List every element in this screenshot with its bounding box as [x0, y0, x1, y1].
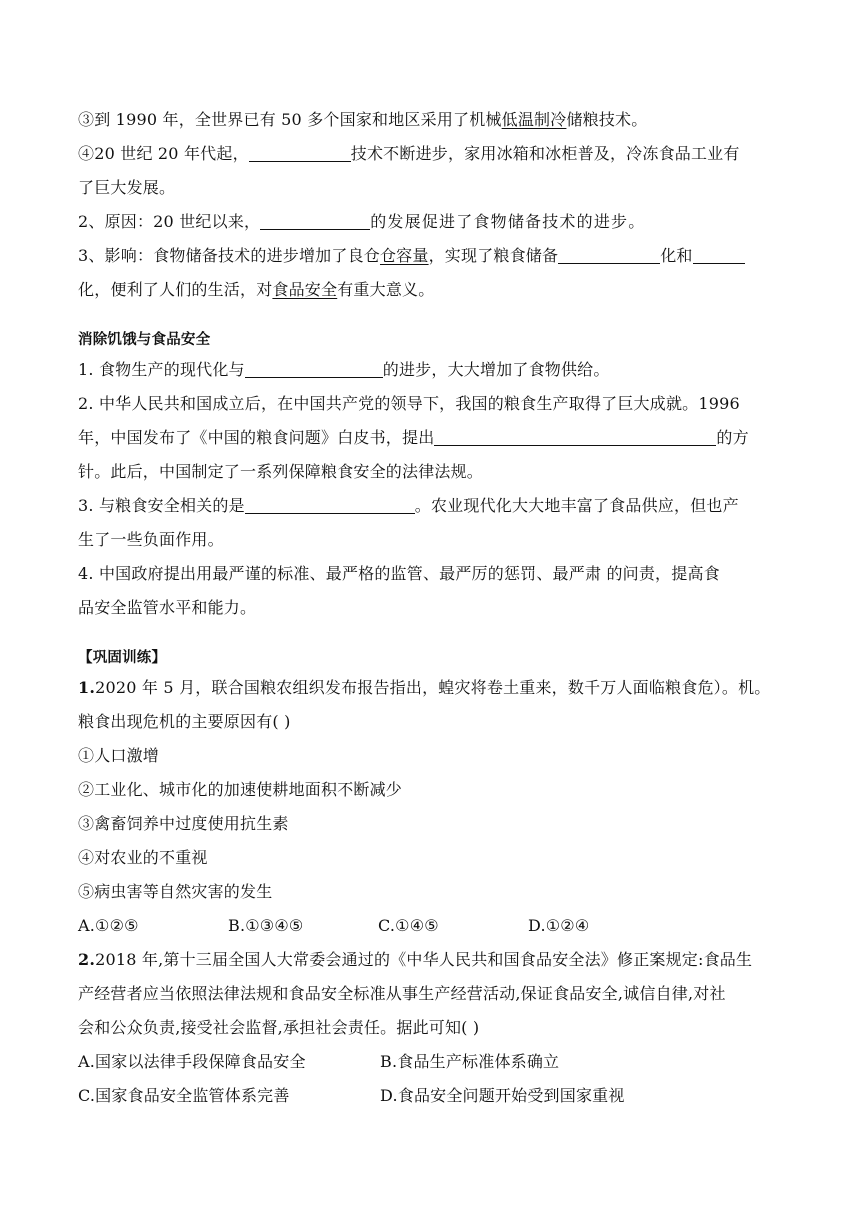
question-number: 1.: [78, 678, 96, 697]
option-a[interactable]: A.国家以法律手段保障食品安全: [78, 1052, 306, 1071]
storage-cause: [78, 205, 783, 239]
fill-blank[interactable]: [558, 245, 660, 264]
question-2-line2: 产经营者应当依照法律法规和食品安全标准从事生产经营活动,保证食品安全,诚信自律,对社: [78, 984, 726, 1003]
section-heading-hunger: 消除饥饿与食品安全: [78, 332, 211, 348]
fill-blank[interactable]: [245, 359, 383, 378]
question-2-options-row1: [78, 1045, 783, 1079]
option-b[interactable]: B.食品生产标准体系确立: [380, 1052, 560, 1071]
storage-item-3: [78, 103, 783, 137]
hunger-point-1: [78, 353, 783, 387]
question-1-item: ④对农业的不重视: [78, 848, 208, 867]
text-span: 2018 年,第十三届全国人大常委会通过的《中华人民共和国食品安全法》修正案规定:食品生: [95, 950, 753, 969]
text-span: ③到 1990 年，全世界已有 50 多个国家和地区采用了机械: [78, 110, 502, 129]
question-number: 2.: [78, 950, 96, 969]
storage-effect-cont: [78, 273, 783, 307]
question-1-item: ①人口激增: [78, 746, 160, 765]
question-1-item: ⑤病虫害等自然灾害的发生: [78, 882, 273, 901]
question-2-line1: [78, 943, 783, 977]
text-span: 3. 与粮食安全相关的是: [78, 496, 245, 515]
option-b[interactable]: B.①③④⑤: [228, 916, 304, 935]
hunger-point-2-line3: 针。此后，中国制定了一系列保障粮食安全的法律法规。: [78, 462, 484, 481]
fill-blank[interactable]: [249, 143, 351, 162]
text-span: 的进步，大大增加了食物供给。: [382, 360, 610, 379]
text-span: 化，便利了人们的生活，对: [78, 280, 273, 299]
fill-blank[interactable]: [245, 495, 415, 514]
section-heading-practice: 【巩固训练】: [78, 650, 167, 666]
question-2-line3: 会和公众负责,接受社会监督,承担社会责任。据此可知( ): [78, 1018, 480, 1037]
hunger-point-3: [78, 489, 783, 523]
storage-item-4-cont: 了巨大发展。: [78, 178, 176, 197]
text-span: 。农业现代化大大地丰富了食品供应，但也产: [414, 496, 739, 515]
hunger-point-3-cont: 生了一些负面作用。: [78, 530, 224, 549]
option-a[interactable]: A.①②⑤: [78, 916, 139, 935]
fill-blank[interactable]: [260, 211, 370, 230]
text-span: 年，中国发布了《中国的粮食问题》白皮书，提出: [78, 428, 435, 447]
option-d[interactable]: D.食品安全问题开始受到国家重视: [380, 1086, 625, 1105]
question-1-options: [78, 909, 783, 943]
option-d[interactable]: D.①②④: [528, 916, 590, 935]
storage-item-4: [78, 137, 783, 171]
question-1-item: ③禽畜饲养中过度使用抗生素: [78, 814, 289, 833]
underlined-term: 低温制冷: [501, 110, 567, 129]
text-span: ，实现了粮食储备: [428, 246, 559, 265]
hunger-point-2-line1: 2. 中华人民共和国成立后，在中国共产党的领导下，我国的粮食生产取得了巨大成就。1996: [78, 394, 740, 413]
text-span: 的方: [716, 428, 749, 447]
text-span: 有重大意义。: [337, 280, 435, 299]
text-span: 3、影响：食物储备技术的进步增加了良仓: [78, 246, 380, 265]
fill-blank[interactable]: [434, 427, 716, 446]
text-span: 的发展促进了食物储备技术的进步。: [370, 212, 646, 231]
text-span: ④20 世纪 20 年代起，: [78, 144, 249, 163]
hunger-point-2-line2: [78, 421, 783, 455]
text-span: 1. 食物生产的现代化与: [78, 360, 245, 379]
question-1-line2: 粮食出现危机的主要原因有( ): [78, 712, 291, 731]
option-c[interactable]: C.国家食品安全监管体系完善: [78, 1086, 290, 1105]
underlined-term: 食品安全: [272, 280, 338, 299]
question-1-line1: [78, 671, 783, 705]
text-span: 2、原因：20 世纪以来，: [78, 212, 261, 231]
option-c[interactable]: C.①④⑤: [378, 916, 439, 935]
text-span: 化和: [660, 246, 693, 265]
text-span: 2020 年 5 月，联合国粮农组织发布报告指出，蝗灾将卷土重来，数千万人面临粮食危）。机。: [95, 678, 771, 697]
question-2-options-row2: [78, 1079, 783, 1113]
text-span: 储粮技术。: [566, 110, 648, 129]
hunger-point-4-line1: 4. 中国政府提出用最严谨的标准、最严格的监管、最严厉的惩罚、最严肃 的问责，提高食: [78, 564, 720, 583]
text-span: 技术不断进步，家用冰箱和冰柜普及，冷冻食品工业有: [350, 144, 740, 163]
storage-effect: [78, 239, 783, 273]
fill-blank[interactable]: [693, 245, 745, 264]
underlined-term: 仓容量: [379, 246, 429, 265]
question-1-item: ②工业化、城市化的加速使耕地面积不断减少: [78, 780, 403, 799]
hunger-point-4-line2: 品安全监管水平和能力。: [78, 598, 257, 617]
